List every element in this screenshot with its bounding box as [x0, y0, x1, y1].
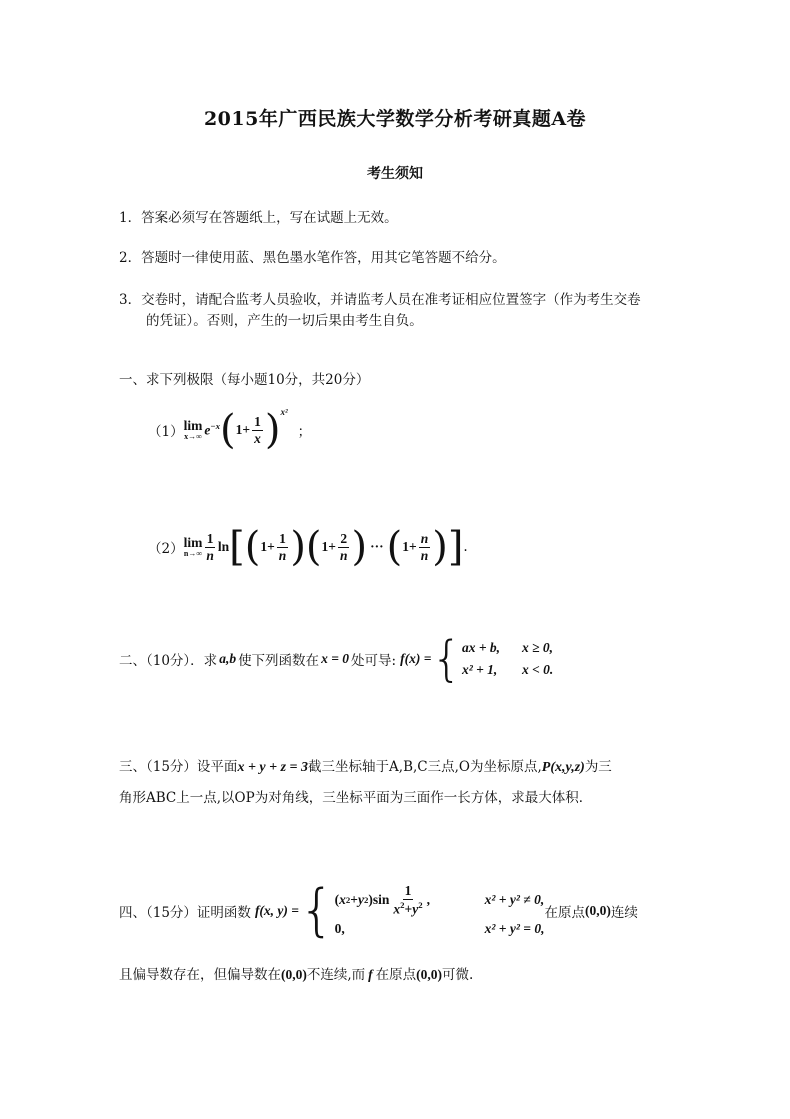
fraction-2-over-n: $\frac{2}{n}$: [339, 530, 348, 563]
left-paren: (: [305, 524, 322, 570]
q4-after: 在原点: [544, 905, 585, 921]
q2-x0: x = 0: [321, 651, 350, 666]
q1-part1-label: （1）: [148, 424, 184, 440]
one: 1+: [235, 422, 251, 437]
limit-operator: lim n→∞: [183, 535, 203, 558]
fraction-1-over-x: $\frac{1}{x}$: [254, 413, 261, 446]
q2-cases: [462, 637, 553, 681]
q4-line2: [119, 963, 473, 983]
q4-line2-d: 可微.: [442, 967, 474, 983]
ellipsis: ···: [370, 539, 384, 554]
left-brace: {: [431, 631, 462, 687]
q3-plane: x + y + z = 3: [237, 760, 309, 775]
q2-mid2: 处可导:: [351, 653, 397, 669]
q4-after2: 连续: [610, 905, 638, 921]
q3-prefix: 三、（15分）设平面: [119, 759, 238, 775]
notice-item-2: 2．答题时一律使用蓝、黑色墨水笔作答，用其它笔答题不给分。: [119, 250, 506, 266]
q1-part1: [148, 405, 311, 455]
q2-cond2: x < 0.: [521, 662, 554, 677]
ln-operator: ln: [217, 539, 230, 554]
q3-point: P(x,y,z): [541, 760, 585, 775]
q1-part2-end: .: [463, 539, 468, 555]
right-paren: ): [264, 407, 281, 453]
q1-part2-label: （2）: [148, 541, 184, 557]
notice-item-3-cont: 的凭证）。否则，产生的一切后果由考生自负。: [146, 313, 423, 329]
left-paren: (: [220, 407, 236, 453]
q4-cond2: x² + y² = 0,: [484, 921, 545, 936]
q3-mid: 截三坐标轴于A,B,C三点,O为坐标原点,: [308, 759, 542, 775]
right-paren: ): [290, 524, 306, 570]
fraction-1-over-n: $\frac{1}{n}$: [206, 530, 214, 563]
left-brace: {: [298, 878, 335, 943]
q4-line2-a: 且偏导数存在，但偏导数在: [119, 967, 281, 983]
q2-line: [119, 632, 553, 686]
document-title: 2015年广西民族大学数学分析考研真题A卷: [203, 108, 587, 130]
q4-origin: (0,0): [416, 967, 443, 982]
q4-line2-c: 在原点: [375, 967, 417, 983]
fraction-1-over-n: $\frac{1}{n}$: [278, 530, 287, 563]
left-paren: (: [386, 524, 403, 570]
q4-case2: 0,: [334, 921, 345, 936]
q3-end: 为三: [584, 759, 612, 775]
q3-line2: 角形ABC上一点,以OP为对角线，三坐标平面为三面作一长方体，求最大体积．: [119, 790, 593, 806]
q1-part2: （2） lim n→∞ $\frac{1}{n}$ ln [ ( 1+ $\frac{1}{n}$ ) ( 1+ $\frac{2}{n}$ ) ··· ( 1+ $\frac{n}{n}$ ) ] .: [148, 524, 468, 570]
left-paren: (: [244, 524, 261, 570]
q4-prefix: 四、（15分）证明函数: [119, 905, 251, 921]
notice-item-3: 3．交卷时，请配合监考人员验收，并请监考人员在准考证相应位置签字（作为考生交卷: [119, 292, 641, 308]
exponent-x2: x²: [280, 407, 288, 417]
q4-f: f: [368, 967, 373, 982]
q4-origin: (0,0): [584, 903, 611, 918]
right-paren: ): [351, 524, 368, 570]
q4-fxy: f(x, y) =: [254, 903, 299, 918]
left-bracket: [: [229, 524, 245, 570]
q2-cond1: x ≥ 0,: [521, 640, 553, 655]
q1-part1-end: ；: [297, 424, 312, 440]
q1-heading: 一、求下列极限（每小题10分，共20分）: [119, 372, 370, 388]
exp-base: $e^{-x}$: [204, 421, 221, 438]
q2-fx: f(x) =: [400, 651, 432, 666]
q3-line1: [119, 755, 612, 776]
q4-line1: [119, 880, 638, 942]
limit-operator: lim x→∞: [183, 418, 203, 441]
right-bracket: ]: [447, 524, 464, 570]
right-paren: ): [432, 524, 448, 570]
q2-prefix: 二、（10分）．求: [119, 653, 218, 669]
fraction-n-over-n: $\frac{n}{n}$: [420, 530, 429, 563]
notice-heading: 考生须知: [367, 166, 423, 182]
fraction-1-over-r2: $\frac{1}{x^2+y^2}$: [393, 883, 423, 917]
q4-origin: (0,0): [281, 967, 307, 982]
q2-ab: a,b: [219, 651, 237, 666]
q2-mid: 使下列函数在: [238, 653, 320, 669]
q4-cond1: x² + y² ≠ 0,: [484, 892, 545, 907]
q2-case2: x² + 1,: [461, 662, 498, 677]
notice-item-1: 1．答案必须写在答题纸上，写在试题上无效。: [119, 210, 398, 226]
q4-line2-b: 不连续,而: [306, 967, 366, 983]
q4-cases: [335, 882, 545, 940]
q2-case1: ax + b,: [461, 640, 501, 655]
q4-case1: ( x 2 + y 2 )sin $\frac{1}{x^2+y^2}$ ,: [334, 883, 430, 917]
